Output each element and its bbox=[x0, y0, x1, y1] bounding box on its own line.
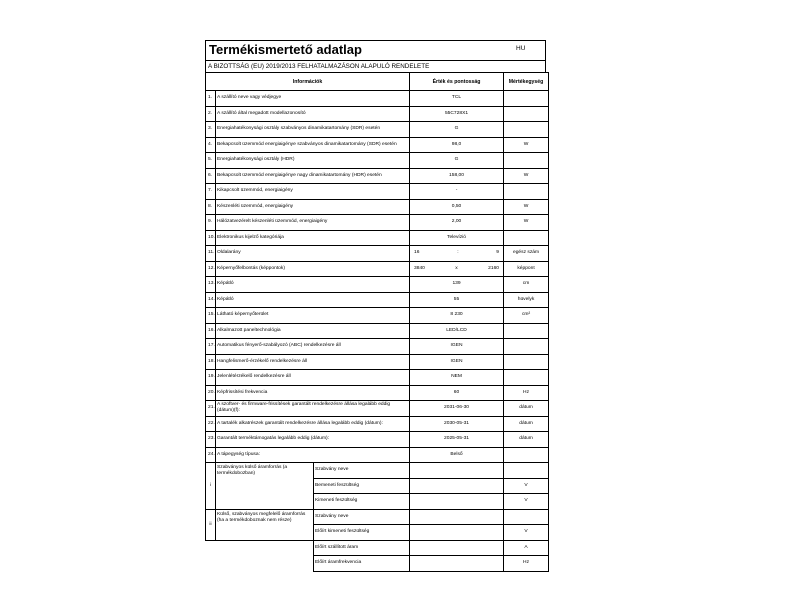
row-number: 16. bbox=[206, 323, 216, 339]
row-label: Képfrissítési frekvencia bbox=[216, 385, 410, 401]
row-value: 2025-05-31 bbox=[410, 432, 504, 448]
table-row bbox=[206, 106, 549, 122]
power-row bbox=[206, 540, 549, 556]
row-value: 139 bbox=[410, 277, 504, 293]
table-row bbox=[206, 323, 549, 339]
row-unit: egész szám bbox=[504, 246, 549, 262]
row-unit bbox=[504, 230, 549, 246]
row-unit: dátum bbox=[504, 432, 549, 448]
table-row bbox=[206, 370, 549, 386]
row-unit bbox=[504, 106, 549, 122]
row-unit bbox=[504, 354, 549, 370]
row-label: Látható képernyőterület bbox=[216, 308, 410, 324]
blank-cell bbox=[206, 540, 216, 556]
row-unit bbox=[504, 184, 549, 200]
row-value: 98,0 bbox=[410, 137, 504, 153]
power-item-unit: V bbox=[504, 478, 549, 494]
power-item-label: Kimeneti feszültség bbox=[314, 494, 410, 510]
power-row bbox=[206, 509, 549, 525]
row-value: G bbox=[410, 122, 504, 138]
row-number: 10. bbox=[206, 230, 216, 246]
row-value: TCL bbox=[410, 91, 504, 107]
row-unit: dátum bbox=[504, 416, 549, 432]
row-value: Televízió bbox=[410, 230, 504, 246]
fiche-table bbox=[205, 72, 549, 572]
row-value: Belső bbox=[410, 447, 504, 463]
row-unit: dátum bbox=[504, 401, 549, 417]
power-item-unit: V bbox=[504, 494, 549, 510]
column-header-value: Érték és pontosság bbox=[410, 73, 504, 91]
power-group-number: i bbox=[206, 463, 216, 510]
table-row bbox=[206, 292, 549, 308]
row-unit: W bbox=[504, 199, 549, 215]
row-number: 22. bbox=[206, 416, 216, 432]
row-unit bbox=[504, 370, 549, 386]
language-code: HU bbox=[516, 45, 526, 52]
row-label: Hálózatvezérelt készenléti üzemmód, energiaigény bbox=[216, 215, 410, 231]
table-row bbox=[206, 385, 549, 401]
row-label: A szoftver- és firmware-frissítések garantált rendelkezésre állása legalább eddig (dátum)(f): bbox=[216, 401, 410, 417]
row-unit: cm bbox=[504, 277, 549, 293]
row-number: 9. bbox=[206, 215, 216, 231]
row-label: Jelenlétérzékelő rendelkezésre áll bbox=[216, 370, 410, 386]
table-header-row bbox=[206, 73, 549, 91]
table-row bbox=[206, 447, 549, 463]
row-unit: W bbox=[504, 137, 549, 153]
row-number: 1. bbox=[206, 91, 216, 107]
row-value: 55 bbox=[410, 292, 504, 308]
row-number: 12. bbox=[206, 261, 216, 277]
row-value: 2030-05-31 bbox=[410, 416, 504, 432]
row-number: 5. bbox=[206, 153, 216, 169]
row-unit: W bbox=[504, 215, 549, 231]
power-item-unit bbox=[504, 509, 549, 525]
table-row bbox=[206, 401, 549, 417]
row-value: - bbox=[410, 184, 504, 200]
table-row bbox=[206, 261, 549, 277]
row-label: Alkalmazott paneltechnológia bbox=[216, 323, 410, 339]
power-item-value bbox=[410, 556, 504, 572]
row-unit bbox=[504, 447, 549, 463]
value-separator: x bbox=[455, 265, 458, 271]
row-label: Kikapcsolt üzemmód, energiaigény bbox=[216, 184, 410, 200]
table-row bbox=[206, 432, 549, 448]
value-second: 2160 bbox=[488, 265, 500, 271]
value-first: 16 bbox=[414, 250, 420, 256]
power-row bbox=[206, 556, 549, 572]
row-unit: Hz bbox=[504, 385, 549, 401]
regulation-subtitle: A BIZOTTSÁG (EU) 2019/2013 FELHATALMAZÁSON ALAPULÓ RENDELETE bbox=[205, 60, 546, 72]
row-value-pair bbox=[410, 261, 504, 277]
row-unit bbox=[504, 122, 549, 138]
power-group-label: Szabványos külső áramforrás (a termékdobozban) bbox=[216, 463, 314, 510]
row-label: Hangfelismerő-érzékelő rendelkezésre áll bbox=[216, 354, 410, 370]
row-unit: cm² bbox=[504, 308, 549, 324]
row-value: 60 bbox=[410, 385, 504, 401]
row-value-pair bbox=[410, 246, 504, 262]
table-row bbox=[206, 308, 549, 324]
power-item-unit: V bbox=[504, 525, 549, 541]
row-value: G bbox=[410, 153, 504, 169]
power-item-unit: Hz bbox=[504, 556, 549, 572]
power-item-label: Bemeneti feszültség bbox=[314, 478, 410, 494]
row-unit: hüvelyk bbox=[504, 292, 549, 308]
row-value: 2031-06-30 bbox=[410, 401, 504, 417]
power-item-value bbox=[410, 478, 504, 494]
power-item-value bbox=[410, 509, 504, 525]
power-item-value bbox=[410, 494, 504, 510]
value-separator: : bbox=[457, 250, 459, 256]
row-label: Bekapcsolt üzemmód energiaigénye nagy dinamikatartomány (HDR) esetén bbox=[216, 168, 410, 184]
row-unit: képpont bbox=[504, 261, 549, 277]
row-value: LED/LCD bbox=[410, 323, 504, 339]
row-number: 20. bbox=[206, 385, 216, 401]
row-label: Képernyőfelbontás (képpontok) bbox=[216, 261, 410, 277]
value-first: 3840 bbox=[414, 265, 425, 271]
table-row bbox=[206, 91, 549, 107]
row-number: 6. bbox=[206, 168, 216, 184]
blank-cell bbox=[216, 540, 314, 556]
row-value: 158,00 bbox=[410, 168, 504, 184]
row-number: 8. bbox=[206, 199, 216, 215]
row-number: 4. bbox=[206, 137, 216, 153]
row-number: 17. bbox=[206, 339, 216, 355]
row-number: 21. bbox=[206, 401, 216, 417]
blank-cell bbox=[206, 556, 216, 572]
table-row bbox=[206, 230, 549, 246]
row-number: 19. bbox=[206, 370, 216, 386]
title-row bbox=[205, 40, 546, 60]
row-number: 14. bbox=[206, 292, 216, 308]
power-group-label: Külső, szabványos megfelelő áramforrás (ha a termékdoboznak nem része) bbox=[216, 509, 314, 540]
row-value: 8 230 bbox=[410, 308, 504, 324]
row-number: 18. bbox=[206, 354, 216, 370]
fiche-body bbox=[206, 73, 549, 572]
row-value: 2,00 bbox=[410, 215, 504, 231]
table-row bbox=[206, 122, 549, 138]
table-row bbox=[206, 215, 549, 231]
power-item-label: Szabvány neve bbox=[314, 463, 410, 479]
table-row bbox=[206, 277, 549, 293]
row-label: Bekapcsolt üzemmód energiaigénye szabványos dinamikatartomány (SDR) esetén bbox=[216, 137, 410, 153]
row-number: 23. bbox=[206, 432, 216, 448]
table-row bbox=[206, 339, 549, 355]
row-unit bbox=[504, 153, 549, 169]
power-item-label: Szabvány neve bbox=[314, 509, 410, 525]
power-item-label: Előírt szállított áram bbox=[314, 540, 410, 556]
row-unit bbox=[504, 323, 549, 339]
blank-cell bbox=[216, 556, 314, 572]
row-label: A szállító által megadott modellazonosító bbox=[216, 106, 410, 122]
power-item-value bbox=[410, 525, 504, 541]
row-label: Képátló bbox=[216, 277, 410, 293]
table-row bbox=[206, 246, 549, 262]
power-item-value bbox=[410, 463, 504, 479]
column-header-info: Információk bbox=[206, 73, 410, 91]
table-row bbox=[206, 354, 549, 370]
row-number: 15. bbox=[206, 308, 216, 324]
power-item-unit: A bbox=[504, 540, 549, 556]
document-title: Termékismertető adatlap bbox=[209, 42, 362, 57]
row-number: 13. bbox=[206, 277, 216, 293]
row-label: A szállító neve vagy védjegye bbox=[216, 91, 410, 107]
power-group-number: ii bbox=[206, 509, 216, 540]
row-value: IGEN bbox=[410, 354, 504, 370]
row-number: 2. bbox=[206, 106, 216, 122]
row-unit: W bbox=[504, 168, 549, 184]
value-second: 9 bbox=[496, 250, 500, 256]
power-item-label: Előírt áramfrekvencia bbox=[314, 556, 410, 572]
row-label: Automatikus fényerő-szabályozó (ABC) rendelkezésre áll bbox=[216, 339, 410, 355]
row-number: 11. bbox=[206, 246, 216, 262]
row-label: Oldalarány bbox=[216, 246, 410, 262]
row-label: A tápegység típusa: bbox=[216, 447, 410, 463]
row-label: A tartalék alkatrészek garantált rendelkezésre állása legalább eddig (dátum): bbox=[216, 416, 410, 432]
row-label: Garantált terméktámogatás legalább eddig (dátum): bbox=[216, 432, 410, 448]
row-label: Elektronikus kijelző kategóriája bbox=[216, 230, 410, 246]
row-value: 0,50 bbox=[410, 199, 504, 215]
power-row bbox=[206, 463, 549, 479]
table-row bbox=[206, 153, 549, 169]
table-row bbox=[206, 199, 549, 215]
row-label: Készenléti üzemmód, energiaigény bbox=[216, 199, 410, 215]
product-fiche bbox=[205, 40, 546, 572]
row-unit bbox=[504, 91, 549, 107]
row-number: 7. bbox=[206, 184, 216, 200]
row-number: 24. bbox=[206, 447, 216, 463]
row-value: NEM bbox=[410, 370, 504, 386]
row-label: Energiahatékonysági osztály (HDR) bbox=[216, 153, 410, 169]
row-label: Energiahatékonysági osztály szabványos dinamikatartomány (SDR) esetén bbox=[216, 122, 410, 138]
table-row bbox=[206, 184, 549, 200]
row-number: 3. bbox=[206, 122, 216, 138]
row-value: IGEN bbox=[410, 339, 504, 355]
power-item-unit bbox=[504, 463, 549, 479]
power-item-value bbox=[410, 540, 504, 556]
power-item-label: Előírt kimeneti feszültség bbox=[314, 525, 410, 541]
row-value: 55C728X1 bbox=[410, 106, 504, 122]
table-row bbox=[206, 137, 549, 153]
row-label: Képátló bbox=[216, 292, 410, 308]
table-row bbox=[206, 416, 549, 432]
column-header-unit: Mértékegység bbox=[504, 73, 549, 91]
row-unit bbox=[504, 339, 549, 355]
table-row bbox=[206, 168, 549, 184]
